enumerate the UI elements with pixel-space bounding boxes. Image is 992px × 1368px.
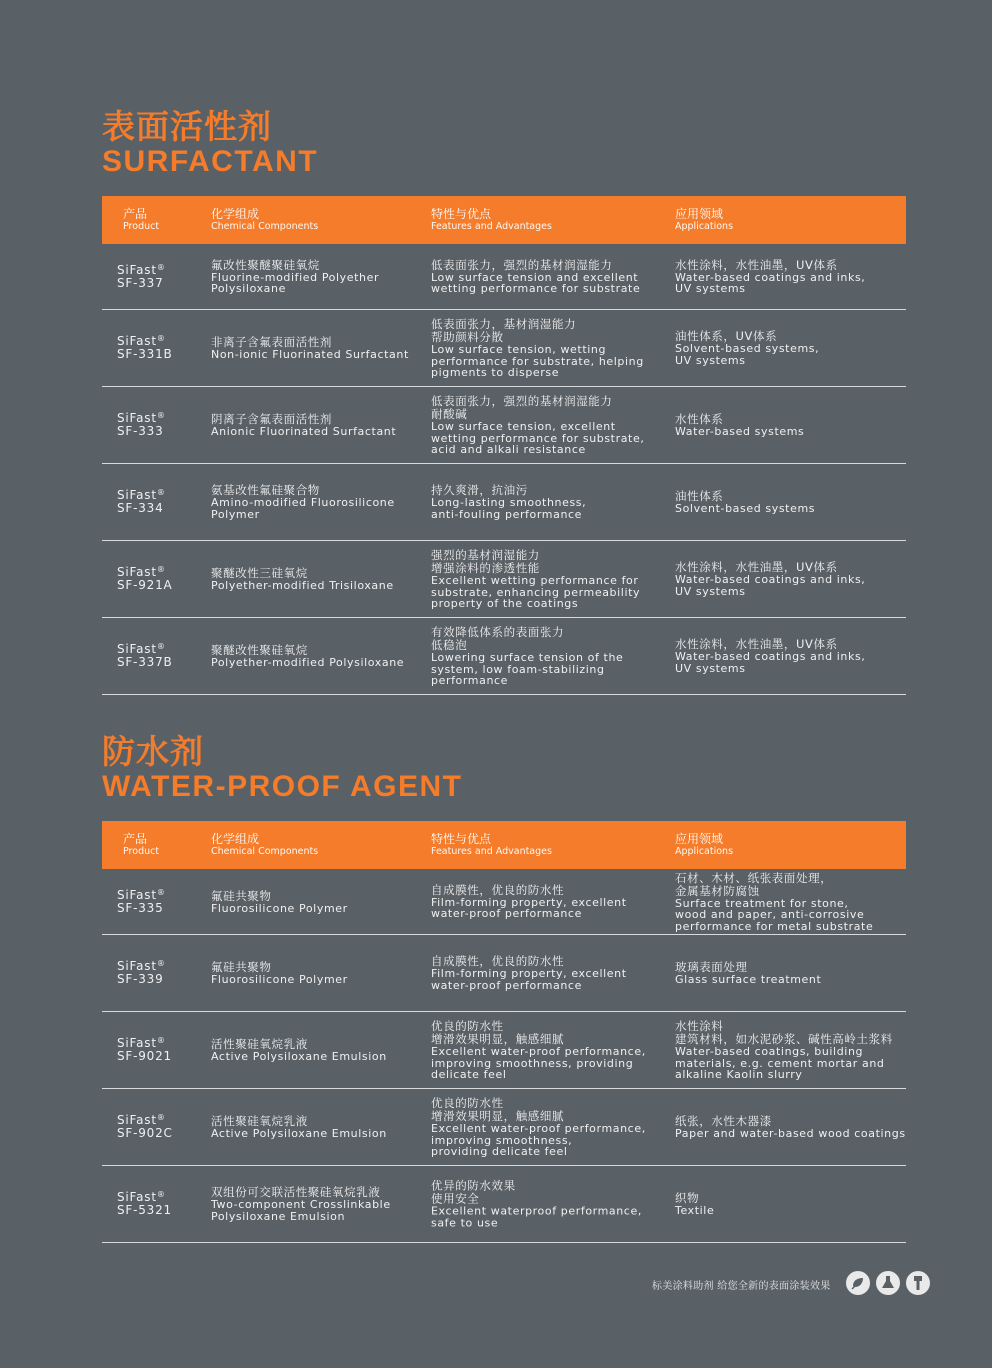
applications-cell [675,413,906,438]
app-en: Surface treatment for stone, wood and paper, anti-corrosive performance for metal substrate [675,896,874,933]
header-label-en: Product [123,221,160,232]
header-label-en: Applications [675,846,734,857]
table-row [102,618,906,695]
app-cn: 水性涂料，水性油墨，UV体系 [675,560,838,574]
applications-cell [675,1020,906,1081]
app-cn: 织物 [675,1190,700,1205]
header-label-en: Product [123,846,160,857]
features-cell [431,626,663,687]
header-cell [675,207,733,233]
header-label-cn: 产品 [123,207,148,221]
app-en: Textile [675,1203,715,1217]
product-model: SF-337 [117,275,164,290]
comp-en: Polyether-modified Polysiloxane [211,655,405,669]
product-model: SF-5321 [117,1203,172,1217]
product-cell [117,566,173,592]
comp-en: Active Polysiloxane Emulsion [211,1126,387,1140]
comp-en: Active Polysiloxane Emulsion [211,1049,387,1063]
comp-en: Fluorosilicone Polymer [211,901,348,915]
registered-mark: ® [156,1113,166,1122]
product-model: SF-902C [117,1126,173,1140]
features-cell [431,884,663,920]
comp-en: Non-ionic Fluorinated Surfactant [211,347,409,361]
features-cell [431,1180,663,1229]
app-cn: 纸张，水性木器漆 [675,1113,772,1128]
product-brand: SiFast [117,887,157,902]
applications-cell [675,330,906,366]
comp-cn: 活性聚硅氧烷乳液 [211,1113,308,1128]
product-cell [117,489,166,515]
header-label-cn: 应用领域 [675,832,724,846]
header-label-en: Chemical Components [211,846,319,857]
waterproof-title-en: WATER-PROOF AGENT [102,770,463,803]
product-cell [117,960,166,986]
components-cell [211,1038,421,1063]
table-row [102,869,906,935]
applications-cell [675,490,906,515]
feat-cn: 有效降低体系的表面张力 低稳泡 [431,624,565,652]
product-model: SF-334 [117,501,164,515]
components-cell [211,567,421,592]
product-brand: SiFast [117,959,157,973]
comp-cn: 氨基改性氟硅聚合物 [211,483,320,497]
product-model: SF-333 [117,424,164,438]
header-cell [211,832,318,858]
components-cell [211,644,421,669]
comp-cn: 非离子含氟表面活性剂 [211,334,332,349]
table-row [102,935,906,1012]
app-en: Water-based systems [675,424,805,438]
features-cell [431,395,663,456]
features-cell [431,484,663,520]
feat-cn: 优良的防水性 增滑效果明显，触感细腻 [431,1095,565,1123]
header-label-en: Chemical Components [211,221,319,232]
header-label-en: Features and Advantages [431,846,552,857]
header-cell [123,832,159,858]
comp-en: Amino-modified Fluorosilicone Polymer [211,496,395,521]
comp-cn: 聚醚改性三硅氧烷 [211,565,308,580]
product-model: SF-335 [117,900,164,915]
applications-cell [675,871,906,932]
product-brand: SiFast [117,488,157,502]
surfactant-section [102,108,906,178]
waterproof-title-cn: 防水剂 [102,732,204,771]
product-model: SF-331B [117,347,173,361]
surfactant-table [102,196,906,695]
header-label-cn: 特性与优点 [431,832,492,846]
feat-cn: 自成膜性，优良的防水性 [431,882,565,897]
feat-cn: 低表面张力，强烈的基材润湿能力 [431,257,613,272]
applications-cell [675,1115,906,1140]
app-en: Paper and water-based wood coatings [675,1126,906,1140]
product-brand: SiFast [117,411,157,425]
feat-en: Excellent water-proof performance, improving smoothness, providing delicate feel [431,1044,646,1081]
product-brand: SiFast [117,262,157,277]
feat-cn: 低表面张力，基材润湿能力 帮助颜料分散 [431,316,577,344]
app-cn: 石材、木材、纸张表面处理， 金属基材防腐蚀 [675,870,833,898]
applications-cell [675,638,906,674]
components-cell [211,961,421,986]
table-header [102,196,906,244]
product-cell [117,1037,172,1063]
applications-cell [675,561,906,597]
table-row [102,541,906,618]
product-cell [117,1114,173,1140]
app-cn: 水性涂料 建筑材料，如水泥砂浆、碱性高岭土浆料 [675,1018,893,1046]
features-cell [431,1097,663,1158]
feat-cn: 持久爽滑，抗油污 [431,483,528,497]
feat-en: Excellent waterproof performance, safe to use [431,1204,642,1229]
header-label-cn: 化学组成 [211,207,260,221]
flask-icon [876,1271,900,1295]
waterproof-section [102,733,906,803]
product-cell [117,412,166,438]
feat-en: Low surface tension, wetting performance for substrate, helping pigments to disperse [431,342,644,379]
feat-cn: 自成膜性，优良的防水性 [431,954,565,968]
product-brand: SiFast [117,1036,157,1050]
comp-en: Anionic Fluorinated Surfactant [211,424,397,438]
comp-cn: 阴离子含氟表面活性剂 [211,411,332,426]
app-en: Water-based coatings and inks, UV systems [675,650,866,675]
registered-mark: ® [156,262,166,272]
header-label-cn: 特性与优点 [431,207,492,221]
product-model: SF-9021 [117,1049,172,1063]
product-cell [117,335,173,361]
header-cell [431,207,552,233]
product-cell [117,643,173,669]
feat-en: Low surface tension and excellent wetting performance for substrate [431,270,641,295]
comp-en: Two-component Crosslinkable Polysiloxane Emulsion [211,1198,391,1223]
applications-cell [675,961,906,986]
waterproof-table [102,821,906,1243]
header-cell [123,207,159,233]
registered-mark: ® [156,488,166,497]
features-cell [431,259,663,295]
app-en: Water-based coatings, building materials, e.g. cement mortar and alkaline Kaolin slurry [675,1044,885,1081]
registered-mark: ® [156,411,166,420]
header-label-en: Applications [675,221,734,232]
feat-cn: 优异的防水效果 使用安全 [431,1178,516,1206]
components-cell [211,259,421,295]
features-cell [431,955,663,991]
table-row [102,1166,906,1243]
comp-cn: 氟硅共聚物 [211,959,272,974]
product-model: SF-921A [117,578,173,592]
registered-mark: ® [156,1190,166,1199]
app-cn: 油性体系，UV体系 [675,329,778,343]
registered-mark: ® [156,1036,166,1045]
feat-cn: 优良的防水性 增滑效果明显，触感细腻 [431,1018,565,1046]
applications-cell [675,259,906,295]
header-cell [211,207,318,233]
table-row [102,244,906,310]
feat-en: Excellent water-proof performance, improving smoothness, providing delicate feel [431,1121,646,1158]
app-cn: 水性涂料，水性油墨，UV体系 [675,637,838,651]
features-cell [431,549,663,610]
comp-en: Fluorine-modified Polyether Polysiloxane [211,270,380,295]
comp-cn: 双组份可交联活性聚硅氧烷乳液 [211,1185,381,1199]
header-label-en: Features and Advantages [431,221,552,232]
table-row [102,310,906,387]
app-cn: 水性涂料，水性油墨，UV体系 [675,257,838,272]
surfactant-title-cn: 表面活性剂 [102,107,272,146]
components-cell [211,484,421,520]
footer [652,1270,942,1296]
feat-en: Lowering surface tension of the system, low foam-stabilizing performance [431,650,624,687]
app-cn: 油性体系 [675,488,724,503]
product-cell [117,1191,172,1217]
app-en: Solvent-based systems [675,501,816,515]
footer-slogan: 标美涂料助剂 给您全新的表面涂装效果 [652,1281,831,1292]
table-body [102,869,906,1243]
surfactant-title-en: SURFACTANT [102,145,319,178]
feat-en: Film-forming property, excellent water-proof performance [431,967,627,992]
registered-mark: ® [156,334,166,343]
registered-mark: ® [156,565,166,574]
table-row [102,464,906,541]
product-brand: SiFast [117,642,157,656]
product-brand: SiFast [117,1113,157,1127]
header-label-cn: 化学组成 [211,832,260,846]
product-brand: SiFast [117,1190,157,1204]
components-cell [211,413,421,438]
features-cell [431,1020,663,1081]
components-cell [211,1115,421,1140]
product-cell [117,264,166,290]
feat-cn: 低表面张力，强烈的基材润湿能力 耐酸碱 [431,393,613,421]
feat-en: Low surface tension, excellent wetting performance for substrate, acid and alkali resistance [431,419,645,456]
table-row [102,1089,906,1166]
feat-cn: 强烈的基材润湿能力 增强涂料的渗透性能 [431,547,540,575]
feat-en: Excellent wetting performance for substrate, enhancing permeability property of the coatings [431,573,641,610]
comp-cn: 活性聚硅氧烷乳液 [211,1036,308,1051]
header-label-cn: 产品 [123,832,148,846]
header-cell [675,832,733,858]
table-header [102,821,906,869]
product-brand: SiFast [117,334,157,348]
comp-en: Fluorosilicone Polymer [211,972,348,986]
app-en: Solvent-based systems, UV systems [675,342,820,367]
components-cell [211,889,421,914]
table-row [102,387,906,464]
header-label-cn: 应用领域 [675,207,724,221]
comp-cn: 氟改性聚醚聚硅氧烷 [211,257,320,272]
components-cell [211,1186,421,1222]
table-body [102,244,906,695]
feat-en: Long-lasting smoothness, anti-fouling performance [431,496,587,521]
comp-cn: 聚醚改性聚硅氧烷 [211,642,308,657]
comp-cn: 氟硅共聚物 [211,888,272,903]
product-model: SF-339 [117,972,164,986]
product-model: SF-337B [117,655,173,669]
registered-mark: ® [156,887,166,897]
app-en: Water-based coatings and inks, UV systems [675,270,866,295]
product-brand: SiFast [117,565,157,579]
registered-mark: ® [156,959,166,968]
table-row [102,1012,906,1089]
app-en: Glass surface treatment [675,972,822,986]
features-cell [431,318,663,379]
product-cell [117,889,166,915]
components-cell [211,336,421,361]
applications-cell [675,1192,906,1217]
app-cn: 水性体系 [675,411,724,426]
registered-mark: ® [156,642,166,651]
leaf-icon [846,1271,870,1295]
app-en: Water-based coatings and inks, UV systems [675,573,866,598]
brush-icon [906,1271,930,1295]
comp-en: Polyether-modified Trisiloxane [211,578,394,592]
app-cn: 玻璃表面处理 [675,959,748,974]
header-cell [431,832,552,858]
feat-en: Film-forming property, excellent water-proof performance [431,895,627,920]
